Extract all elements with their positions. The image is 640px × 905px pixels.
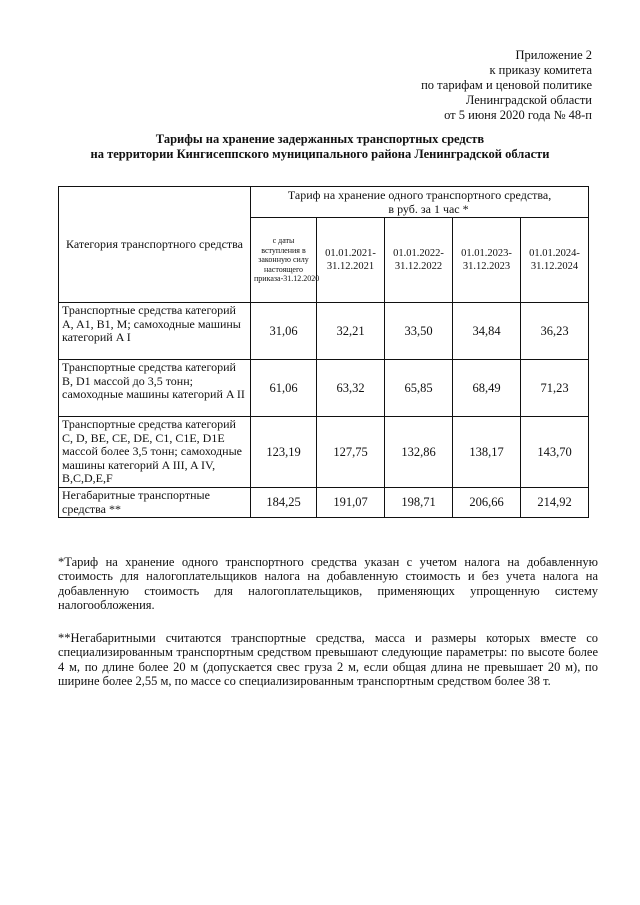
row-value: 65,85 <box>385 360 453 417</box>
period-header: 01.01.2023-31.12.2023 <box>453 218 521 303</box>
row-category: Транспортные средства категорий C, D, BE, CE, DE, C1, C1E, D1E массой более 3,5 тонн; самоходные машины категорий A III, A IV, B,C,D,E,F <box>59 417 251 488</box>
tariff-header-line-2: в руб. за 1 час * <box>388 202 469 216</box>
footnote-vat: *Тариф на хранение одного транспортного средства указан с учетом налога на добавленную стоимость для налогоплательщиков налога на добавленную стоимость и без учета налога на добавленную стоимость для налогоплательщиков, применяющих упрощенную систему налогообложения. <box>58 554 598 612</box>
period-header: 01.01.2024-31.12.2024 <box>521 218 589 303</box>
row-value: 143,70 <box>521 417 589 488</box>
period-header: 01.01.2021-31.12.2021 <box>317 218 385 303</box>
row-value: 138,17 <box>453 417 521 488</box>
appendix-header <box>421 48 592 123</box>
document-title <box>60 132 580 162</box>
period-header: 01.01.2022-31.12.2022 <box>385 218 453 303</box>
table-row <box>59 360 589 417</box>
appendix-line-4: Ленинградской области <box>465 93 592 107</box>
row-value: 198,71 <box>385 488 453 518</box>
table-row <box>59 417 589 488</box>
footnote-oversized: **Негабаритными считаются транспортные средства, масса и размеры которых вместе со специализированным транспортным средством превышают следующие параметры: по высоте более 4 м, по длине более 20 м (допускается свес груза 2 м, если общая длина не превышает 20 м), по ширине более 2,55 м, по массе со специализированным транспортным средством более 38 т. <box>58 630 598 688</box>
title-line-1: Тарифы на хранение задержанных транспортных средств <box>155 132 485 146</box>
row-category: Негабаритные транспортные средства ** <box>59 488 251 518</box>
tariff-header-line-1: Тариф на хранение одного транспортного средства, <box>287 188 552 202</box>
table-header-row <box>59 187 589 218</box>
row-value: 31,06 <box>251 303 317 360</box>
row-value: 132,86 <box>385 417 453 488</box>
period-header: с даты вступления в законную силу настоящего приказа-31.12.2020 <box>251 218 317 303</box>
row-value: 191,07 <box>317 488 385 518</box>
row-value: 61,06 <box>251 360 317 417</box>
category-header: Категория транспортного средства <box>59 187 251 303</box>
tariff-header <box>251 187 589 218</box>
appendix-line-1: Приложение 2 <box>515 48 592 62</box>
row-value: 34,84 <box>453 303 521 360</box>
appendix-line-5: от 5 июня 2020 года № 48-п <box>444 108 592 122</box>
row-value: 184,25 <box>251 488 317 518</box>
tariff-table <box>58 186 589 518</box>
row-value: 71,23 <box>521 360 589 417</box>
appendix-line-2: к приказу комитета <box>489 63 592 77</box>
row-category: Транспортные средства категорий B, D1 массой до 3,5 тонн; самоходные машины категорий A II <box>59 360 251 417</box>
title-line-2: на территории Кингисеппского муниципального района Ленинградской области <box>90 147 550 161</box>
row-value: 214,92 <box>521 488 589 518</box>
row-value: 123,19 <box>251 417 317 488</box>
row-value: 127,75 <box>317 417 385 488</box>
row-value: 206,66 <box>453 488 521 518</box>
row-value: 63,32 <box>317 360 385 417</box>
appendix-line-3: по тарифам и ценовой политике <box>421 78 592 92</box>
table-row <box>59 488 589 518</box>
row-value: 33,50 <box>385 303 453 360</box>
row-value: 32,21 <box>317 303 385 360</box>
row-category: Транспортные средства категорий A, A1, B1, M; самоходные машины категорий A I <box>59 303 251 360</box>
row-value: 36,23 <box>521 303 589 360</box>
row-value: 68,49 <box>453 360 521 417</box>
table-row <box>59 303 589 360</box>
